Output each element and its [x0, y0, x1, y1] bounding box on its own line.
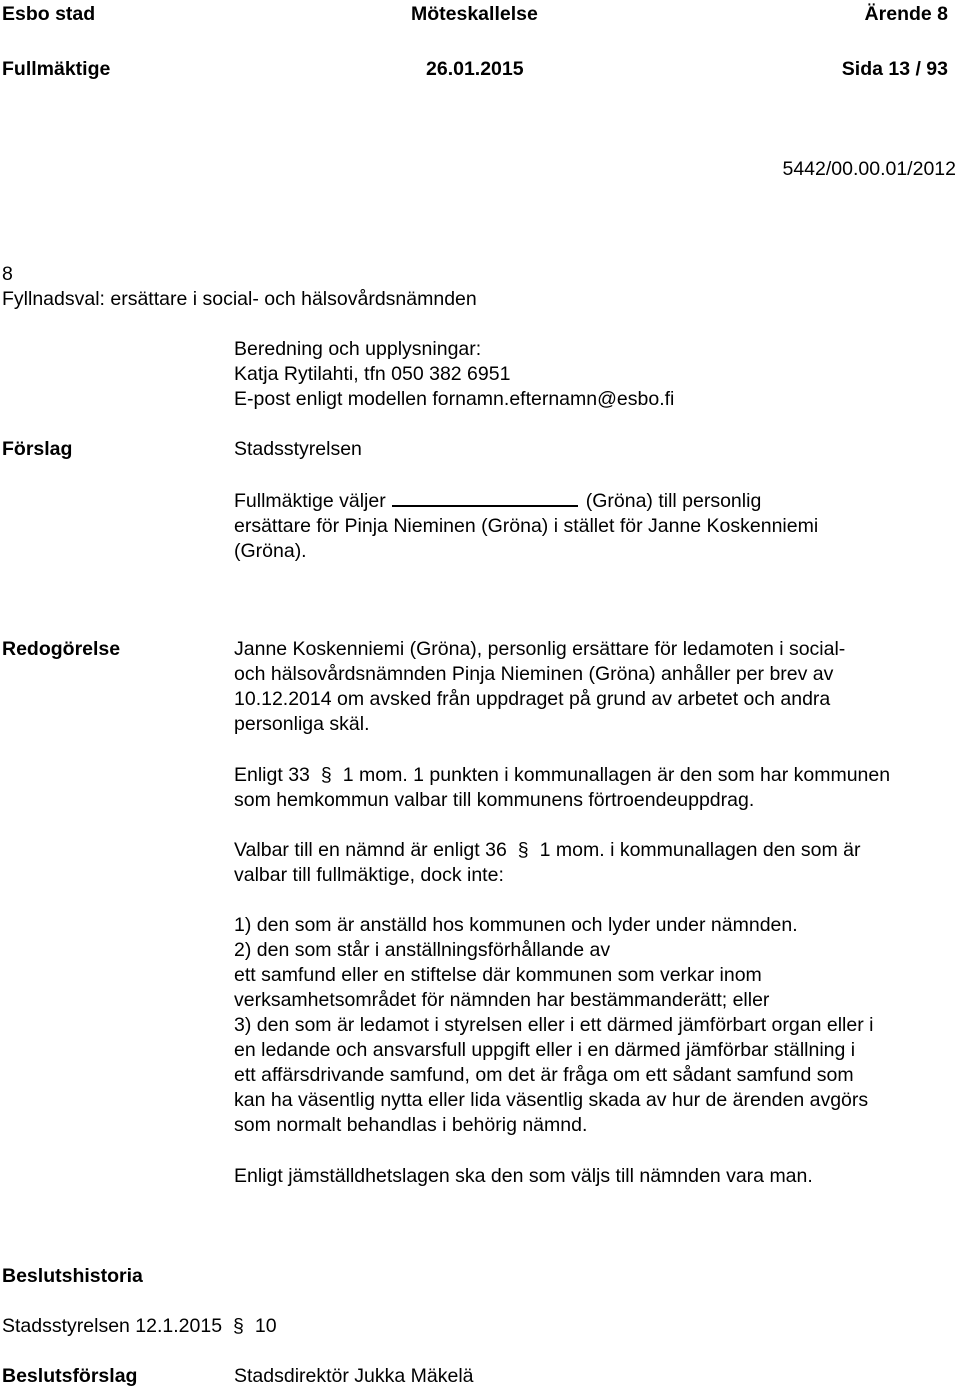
report-p1-line: Janne Koskenniemi (Gröna), personlig ersättare för ledamoten i social-: [234, 638, 846, 660]
report-p1-line: 10.12.2014 om avsked från uppdraget på grund av arbetet och andra: [234, 688, 831, 710]
report-paragraph-4: Enligt jämställdhetslagen ska den som väljs till nämnden vara man.: [234, 1165, 813, 1187]
case-number: 5442/00.00.01/2012: [782, 158, 956, 180]
report-paragraph-1: [234, 637, 960, 737]
report-list: [234, 913, 960, 1138]
proposal-line-1: [234, 487, 960, 514]
history-entry-b: 10: [254, 1315, 277, 1337]
section-symbol: §: [233, 1315, 244, 1337]
report-p2-line-1: [234, 763, 960, 788]
item-title: Fyllnadsval: ersättare i social- och hälsovårdsnämnden: [2, 288, 477, 310]
section-symbol: §: [517, 839, 529, 861]
history-entry-a: Stadsstyrelsen 12.1.2015: [2, 1315, 223, 1337]
proposal-line-1-before: Fullmäktige väljer: [234, 490, 386, 512]
preparation-email: E-post enligt modellen fornamn.efternamn@esbo.fi: [234, 388, 675, 410]
report-p2-b: 1 mom. 1 punkten i kommunallagen är den som har kommunen: [342, 764, 891, 786]
proposal-label: Förslag: [2, 438, 73, 460]
report-list-line: ett samfund eller en stiftelse där kommunen som verkar inom: [234, 964, 762, 986]
report-p1-line: och hälsovårdsnämnden Pinja Nieminen (Gröna) anhåller per brev av: [234, 663, 834, 685]
header-body: Fullmäktige: [2, 58, 111, 80]
proposal-proposer: Stadsstyrelsen: [234, 438, 362, 460]
header-org: Esbo stad: [2, 3, 96, 25]
report-list-line: kan ha väsentlig nytta eller lida väsentlig skada av hur de ärenden avgörs: [234, 1089, 869, 1111]
report-paragraph-3: [234, 838, 960, 888]
proposal-blank-field: [392, 487, 578, 507]
item-number: 8: [2, 263, 13, 285]
report-p3-line-2: valbar till fullmäktige, dock inte:: [234, 864, 504, 886]
header-page: Sida 13 / 93: [841, 58, 948, 80]
report-list-line: 2) den som står i anställningsförhållande av: [234, 939, 611, 961]
report-p2-a: Enligt 33: [234, 764, 310, 786]
report-p3-b: 1 mom. i kommunallagen den som är: [539, 839, 861, 861]
report-p3-a: Valbar till en nämnd är enligt 36: [234, 839, 507, 861]
report-list-line: ett affärsdrivande samfund, om det är fråga om ett sådant samfund som: [234, 1064, 854, 1086]
header-date: 26.01.2015: [426, 58, 524, 80]
report-list-line: som normalt behandlas i behörig nämnd.: [234, 1114, 588, 1136]
preparation-contact: Katja Rytilahti, tfn 050 382 6951: [234, 363, 511, 385]
preparation-heading: Beredning och upplysningar:: [234, 338, 482, 360]
report-p2-line-2: som hemkommun valbar till kommunens förtroendeuppdrag.: [234, 789, 755, 811]
decision-proposal-label: Beslutsförslag: [2, 1365, 138, 1387]
history-label: Beslutshistoria: [2, 1265, 143, 1287]
proposal-line-1-after: (Gröna) till personlig: [585, 490, 762, 512]
report-list-line: verksamhetsområdet för nämnden har bestämmanderätt; eller: [234, 989, 770, 1011]
history-entry: [2, 1314, 277, 1339]
header-item: Ärende 8: [864, 3, 948, 25]
report-list-line: 1) den som är anställd hos kommunen och lyder under nämnden.: [234, 914, 798, 936]
header-doc-type: Möteskallelse: [411, 3, 538, 25]
proposal-line-3: (Gröna).: [234, 540, 307, 562]
report-p3-line-1: [234, 838, 960, 863]
decision-proposal-value: Stadsdirektör Jukka Mäkelä: [234, 1365, 474, 1387]
report-label: Redogörelse: [2, 638, 121, 660]
proposal-line-2: ersättare för Pinja Nieminen (Gröna) i stället för Janne Koskenniemi: [234, 515, 819, 537]
report-p1-line: personliga skäl.: [234, 713, 370, 735]
report-list-line: 3) den som är ledamot i styrelsen eller i ett därmed jämförbart organ eller i: [234, 1014, 874, 1036]
section-symbol: §: [320, 764, 332, 786]
report-list-line: en ledande och ansvarsfull uppgift eller i en därmed jämförbar ställning i: [234, 1039, 856, 1061]
report-paragraph-2: [234, 763, 960, 813]
preparation-block: [234, 337, 960, 412]
proposal-text: [234, 487, 960, 564]
